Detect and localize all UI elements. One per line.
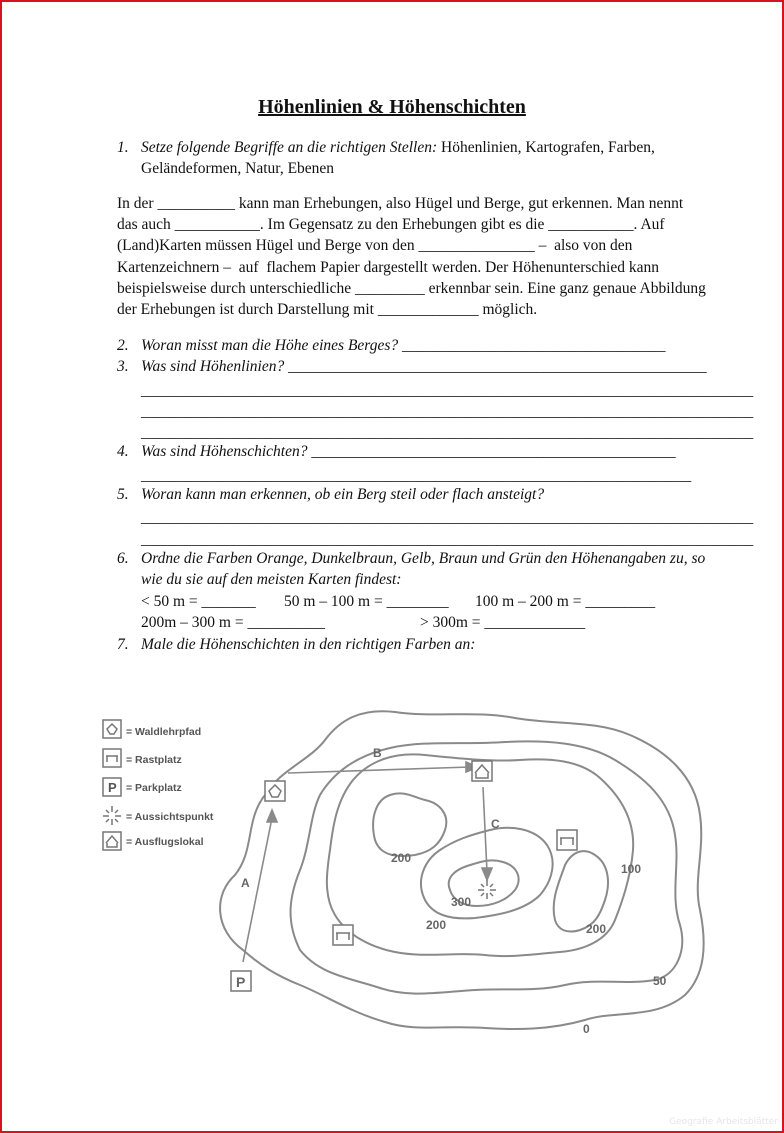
- q4-text: Was sind Höhenschichten?: [141, 443, 308, 460]
- q6-answer-range[interactable]: 50 m – 100 m = ________: [284, 593, 449, 610]
- forest-trail-icon: [107, 724, 117, 734]
- watermark: Geografie Arbeitsblätter: [669, 1117, 778, 1127]
- route-label-a: A: [241, 876, 250, 890]
- q4-answer-blank[interactable]: _______________________________________________: [307, 443, 676, 460]
- elevation-label: 300: [451, 895, 472, 909]
- elevation-label: 0: [583, 1022, 590, 1036]
- route-c-line: [483, 787, 487, 872]
- contour-map[interactable]: [95, 700, 735, 1045]
- q2-number: 2.: [117, 337, 129, 354]
- rest-area-icon: [557, 830, 577, 850]
- q3-answer-line[interactable]: _______________________________________________________________________________: [141, 403, 754, 420]
- q2-text: Woran misst man die Höhe eines Berges?: [141, 337, 399, 354]
- q3-text: Was sind Höhenlinien?: [141, 358, 285, 375]
- legend-label-parking: = Parkplatz: [126, 782, 182, 794]
- q5-answer-line[interactable]: _______________________________________________________________________________: [141, 509, 754, 526]
- q5-text: Woran kann man erkennen, ob ein Berg steil oder flach ansteigt?: [141, 486, 545, 503]
- viewpoint-icon: [103, 806, 121, 825]
- route-a-line: [243, 818, 272, 962]
- page-title: Höhenlinien & Höhenschichten: [258, 96, 526, 118]
- q3-number: 3.: [117, 358, 129, 375]
- legend-label-rest-area: = Rastplatz: [126, 754, 182, 766]
- q4-number: 4.: [117, 443, 129, 460]
- q5-answer-line[interactable]: _______________________________________________________________________________: [141, 531, 754, 548]
- q1-terms-line2: Geländeformen, Natur, Ebenen: [141, 160, 335, 177]
- rest-area-icon: [333, 925, 353, 945]
- q6-text-line1: Ordne die Farben Orange, Dunkelbraun, Gelb, Braun und Grün den Höhenangaben zu, so: [141, 550, 706, 567]
- q1-question: [141, 138, 655, 158]
- elevation-label: 50: [653, 974, 667, 988]
- q4-question: [141, 442, 676, 462]
- elevation-label: 200: [426, 918, 447, 932]
- cloze-line: Kartenzeichnern – auf flachem Papier dargestellt werden. Der Höhenunterschied kann: [117, 259, 659, 276]
- q1-instruction: Setze folgende Begriffe an die richtigen Stellen:: [141, 139, 438, 156]
- route-label-c: C: [491, 817, 500, 831]
- legend-label-inn: = Ausflugslokal: [126, 836, 204, 848]
- parking-icon-glyph: P: [108, 780, 117, 795]
- cloze-line: das auch ___________. Im Gegensatz zu den Erhebungen gibt es die ___________. Auf: [117, 216, 665, 233]
- rest-area-icon: [106, 756, 118, 762]
- q7-text: Male die Höhenschichten in den richtigen Farben an:: [141, 636, 476, 653]
- rest-area-icon: [103, 749, 121, 767]
- parking-icon-glyph: P: [236, 974, 246, 990]
- q6-number: 6.: [117, 550, 129, 567]
- forest-trail-icon: [103, 720, 121, 738]
- q4-answer-line[interactable]: _______________________________________________________________________: [141, 467, 692, 484]
- elevation-label: 200: [586, 922, 607, 936]
- cloze-line: der Erhebungen ist durch Darstellung mit _____________ möglich.: [117, 301, 538, 318]
- q5-number: 5.: [117, 486, 129, 503]
- q3-answer-line[interactable]: _______________________________________________________________________________: [141, 424, 754, 441]
- contour-line-200: [554, 851, 608, 931]
- q1-number: 1.: [117, 139, 129, 156]
- elevation-label: 100: [621, 862, 642, 876]
- route-c-arrowhead: [482, 868, 492, 880]
- q1-terms-line1: Höhenlinien, Kartografen, Farben,: [437, 139, 655, 156]
- q6-answer-range[interactable]: > 300m = _____________: [420, 614, 586, 631]
- q3-question: [141, 357, 707, 377]
- cloze-line: beispielsweise durch unterschiedliche _________ erkennbar sein. Eine ganz genaue Abbildung: [117, 280, 706, 297]
- legend-label-viewpoint: = Aussichtspunkt: [126, 811, 214, 823]
- legend-label-forest-trail: = Waldlehrpfad: [126, 726, 202, 738]
- elevation-label: 200: [391, 851, 412, 865]
- inn-icon: [106, 836, 118, 847]
- q2-answer-blank[interactable]: __________________________________: [398, 337, 666, 354]
- q3-answer-blank[interactable]: ______________________________________________________: [284, 358, 707, 375]
- q6-text-line2: wie du sie auf den meisten Karten findest:: [141, 571, 402, 588]
- cloze-line: (Land)Karten müssen Hügel und Berge von den _______________ – also von den: [117, 237, 633, 254]
- viewpoint-icon: [478, 880, 496, 899]
- q6-answer-range[interactable]: 200m – 300 m = __________: [141, 614, 325, 631]
- route-label-b: B: [373, 746, 382, 760]
- q7-number: 7.: [117, 636, 129, 653]
- route-b-line: [288, 767, 470, 773]
- contour-line-200: [373, 793, 446, 856]
- route-a-arrowhead: [267, 810, 277, 822]
- q6-answer-range[interactable]: 100 m – 200 m = _________: [475, 593, 656, 610]
- q2-question: [141, 336, 666, 356]
- q6-answer-orange[interactable]: < 50 m = _______: [141, 593, 256, 610]
- q3-answer-line[interactable]: _______________________________________________________________________________: [141, 382, 754, 399]
- cloze-line: In der __________ kann man Erhebungen, also Hügel und Berge, gut erkennen. Man nennt: [117, 195, 684, 212]
